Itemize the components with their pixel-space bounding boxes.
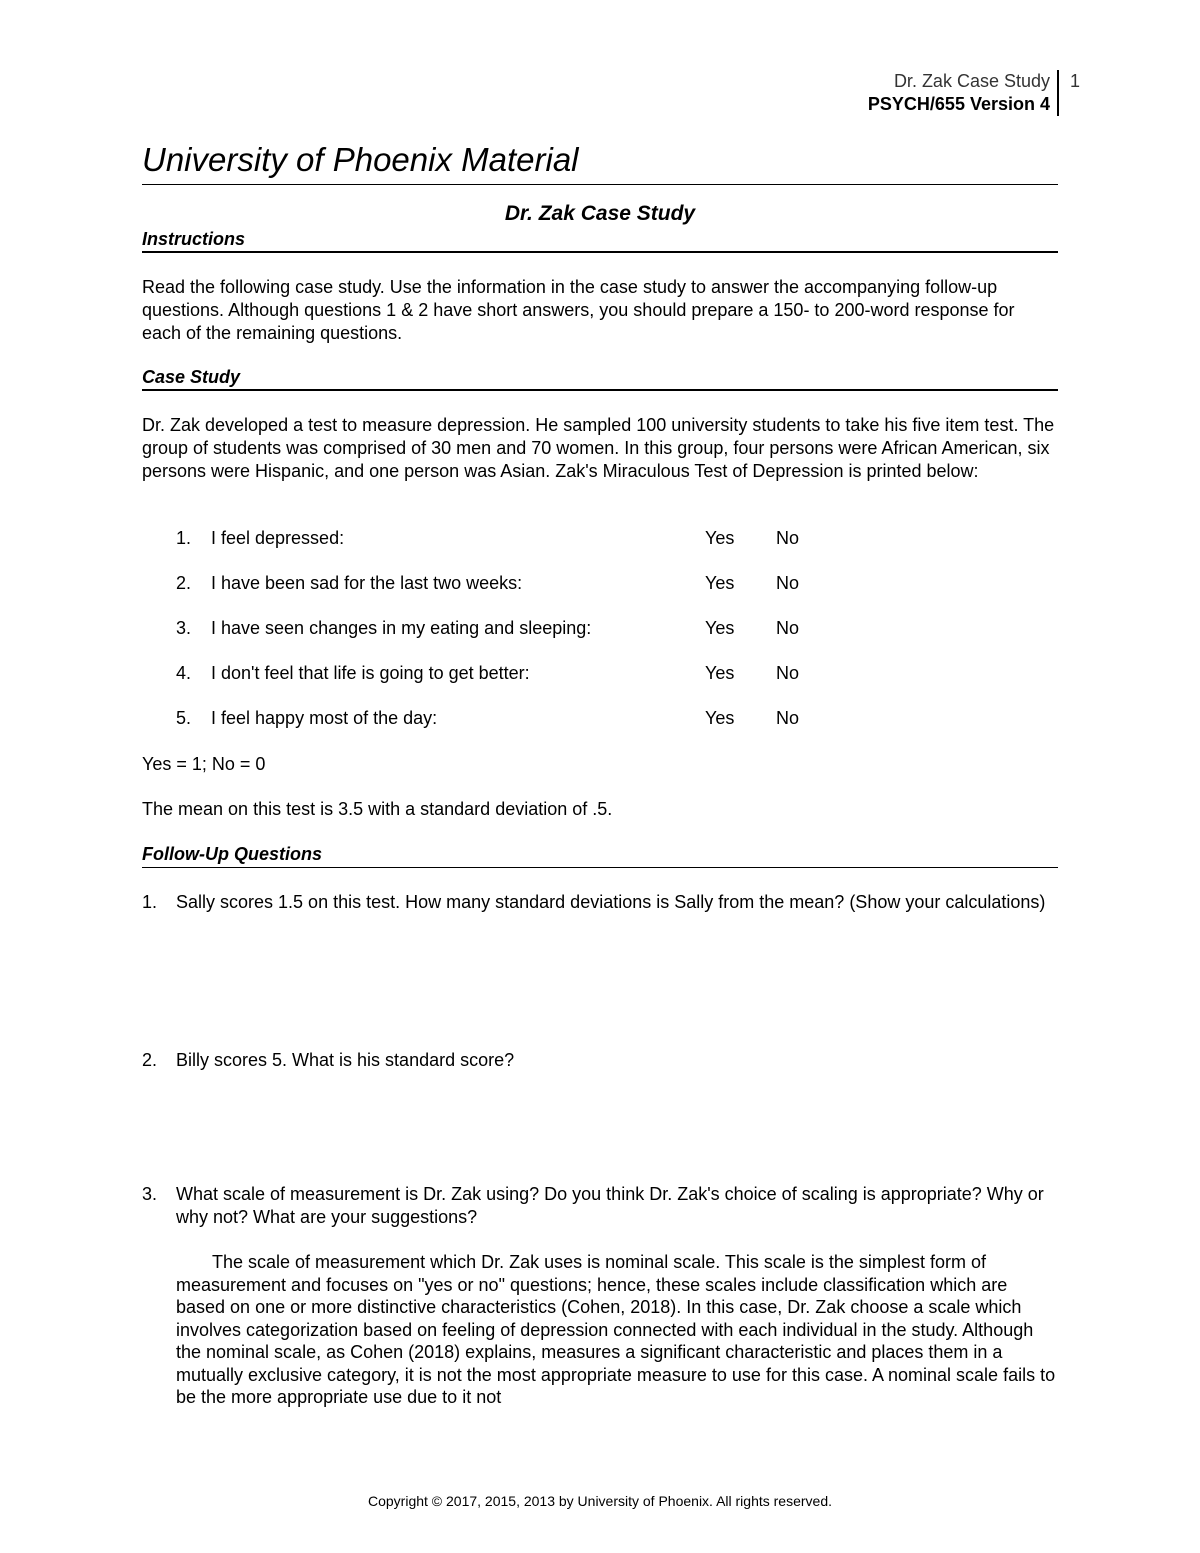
item-text: I have seen changes in my eating and sleeping: [211,618,592,638]
instructions-text: Read the following case study. Use the information in the case study to answer the accompanying follow-up questions. Although questions 1 & 2 have short answers, you should prepare a 150- to 200-word response for each of the remaining questions. [142,277,1015,343]
scoring-key: Yes = 1; No = 0 [142,754,266,774]
item-number: 5. [176,708,192,728]
question-number: 3. [142,1184,158,1204]
case-title: Dr. Zak Case Study [504,202,696,225]
follow-up-heading: Follow-Up Questions [142,844,322,864]
follow-up-rule [142,867,1058,868]
case-study-rule [142,389,1058,391]
header-course: PSYCH/655 Version 4 [867,94,1050,114]
item-text: I feel depressed: [211,528,345,548]
test-item [142,572,1058,595]
test-item [142,617,1058,640]
item-number: 2. [176,573,192,593]
question-text: What scale of measurement is Dr. Zak using? Do you think Dr. Zak's choice of scaling is appropriate? Why or why not? What are your suggestions? [176,1184,1044,1227]
item-yes-option: Yes [705,573,735,593]
item-text: I feel happy most of the day: [211,708,438,728]
test-item [142,527,1058,550]
follow-up-question [142,891,1058,914]
item-text: I have been sad for the last two weeks: [211,573,523,593]
item-number: 1. [176,528,192,548]
test-item [142,662,1058,685]
title-rule [142,184,1058,185]
question-number: 1. [142,892,158,912]
item-no-option: No [776,663,800,683]
answer-paragraph: The scale of measurement which Dr. Zak uses is nominal scale. This scale is the simplest form of measurement and focuses on "yes or no" questions; hence, these scales include classification which are based on one or more distinctive characteristics (Cohen, 2018). In this case, Dr. Zak choose a scale which involves categorization based on feeling of depression connected with each individual in the study. Although the nominal scale, as Cohen (2018) explains, measures a significant characteristic and places them in a mutually exclusive category, it is not the most appropriate measure to use for this case. A nominal scale fails to be the more appropriate use due to it not [176,1252,1056,1407]
case-study-heading: Case Study [142,367,241,387]
item-no-option: No [776,618,800,638]
copyright-footer: Copyright © 2017, 2015, 2013 by University of Phoenix. All rights reserved. [367,1493,832,1509]
item-text: I don't feel that life is going to get better: [211,663,530,683]
header-doc-title: Dr. Zak Case Study [893,71,1050,91]
instructions-rule [142,251,1058,253]
page-number: 1 [1070,71,1081,91]
case-study-text: Dr. Zak developed a test to measure depression. He sampled 100 university students to take his five item test. The group of students was comprised of 30 men and 70 women. In this group, four persons were African American, six persons were Hispanic, and one person was Asian. Zak's Miraculous Test of Depression is printed below: [142,415,1055,481]
mean-statement: The mean on this test is 3.5 with a standard deviation of .5. [142,799,613,819]
item-number: 3. [176,618,192,638]
question-text: Sally scores 1.5 on this test. How many standard deviations is Sally from the mean? (Show your calculations) [176,892,1046,912]
item-number: 4. [176,663,192,683]
item-yes-option: Yes [705,663,735,683]
item-yes-option: Yes [705,708,735,728]
page-header [868,70,1050,116]
follow-up-question [142,1183,1058,1229]
question-text: Billy scores 5. What is his standard score? [176,1050,515,1070]
question-number: 2. [142,1050,158,1070]
item-yes-option: Yes [705,618,735,638]
item-no-option: No [776,528,800,548]
test-item [142,707,1058,730]
item-no-option: No [776,708,800,728]
item-yes-option: Yes [705,528,735,548]
instructions-heading: Instructions [142,229,246,249]
item-no-option: No [776,573,800,593]
main-title: University of Phoenix Material [142,141,579,178]
header-divider [1057,70,1059,116]
follow-up-question [142,1049,1058,1072]
